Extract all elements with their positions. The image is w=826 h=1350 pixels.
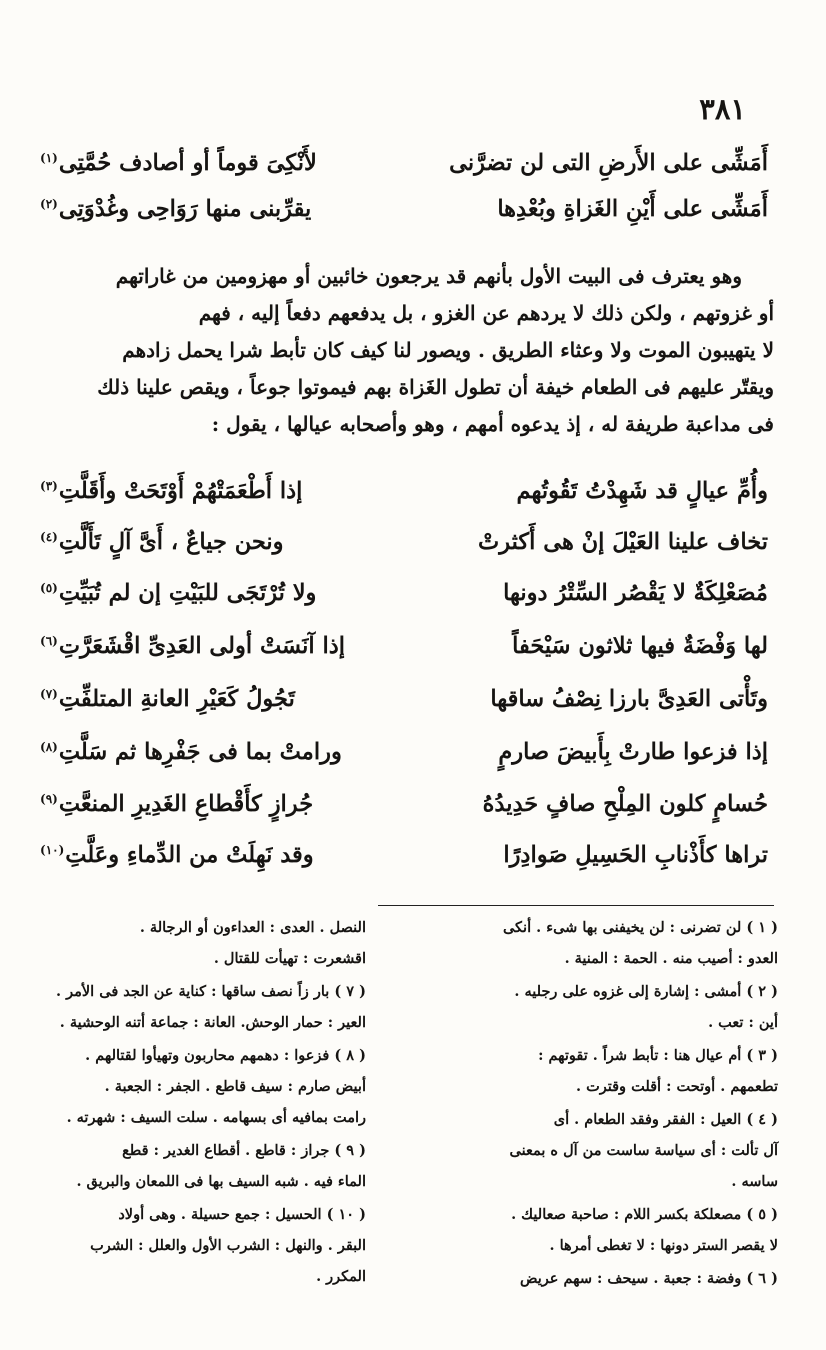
verse-right-hemistich: تخاف علينا العَيْلَ إنْ هى أَكثرتْ bbox=[478, 529, 768, 555]
footnote bbox=[390, 1040, 778, 1102]
footnote-line: اقشعرت : تهيأت للقتال . bbox=[213, 950, 366, 967]
footnote-line: لا يقصر الستر دونها : لا تغطى أمرها . bbox=[549, 1237, 778, 1254]
footnote-line: ( ١٠ ) الحسيل : جمع حسيلة . وهى أولاد bbox=[118, 1206, 366, 1223]
footnote-line: أين : تعب . bbox=[708, 1014, 778, 1031]
footnote bbox=[41, 1135, 366, 1197]
verse-line bbox=[40, 529, 768, 573]
footnote-line: تطعمهم . أوتحت : أقلت وقترت . bbox=[575, 1078, 778, 1095]
footnote bbox=[390, 1104, 778, 1197]
page-number: ٣٨١ bbox=[699, 92, 746, 126]
footnote-line: ( ٧ ) بار زاً نصف ساقها : كناية عن الجد فى الأمر . bbox=[56, 983, 366, 1000]
verse-line bbox=[40, 842, 768, 886]
verse-line bbox=[40, 633, 768, 677]
footnote-marker: (٤) bbox=[40, 529, 58, 544]
verse-right-hemistich: تراها كأَذْنابِ الحَسِيلِ صَوادِرًا bbox=[503, 842, 768, 868]
footnote bbox=[390, 1199, 778, 1261]
footnote bbox=[41, 1040, 366, 1133]
footnote-marker: (٣) bbox=[40, 478, 58, 493]
verse-left-text: وقد نَهِلَتْ من الدِّماءِ وعَلَّتِ bbox=[65, 842, 314, 868]
footnote-marker: (٢) bbox=[40, 196, 58, 211]
verse-left-text: يقرِّبنى منها رَوَاحِى وغُدْوَتِى bbox=[58, 196, 312, 222]
verse-left-hemistich bbox=[40, 739, 342, 765]
verse-right-hemistich: حُسامٍ كلون المِلْحِ صافٍ حَدِيدُهُ bbox=[482, 791, 768, 817]
footnote-line: ( ٨ ) فزعوا : دهمهم محاربون وتهيأوا لقتالهم . bbox=[85, 1047, 366, 1064]
verse-line bbox=[40, 580, 768, 624]
footnote bbox=[41, 912, 366, 974]
prose-line: وهو يعترف فى البيت الأول بأنهم قد يرجعون خائبين أو مهزومين من غاراتهم bbox=[115, 264, 742, 288]
footnote-line: ( ١ ) لن تضرنى : لن يخيفنى بها شىء . أنكى bbox=[502, 919, 778, 936]
footnote-marker: (٥) bbox=[40, 580, 58, 595]
footnote-line: المكرر . bbox=[316, 1268, 366, 1285]
footnote-line: النصل . العدى : العداءون أو الرجالة . bbox=[139, 919, 366, 936]
verse-left-text: تَجُولُ كَعَيْرِ العانةِ المتلفِّتِ bbox=[58, 686, 295, 712]
footnotes-right-column bbox=[390, 912, 778, 1296]
footnote-line: البقر . والنهل : الشرب الأول والعلل : الشرب bbox=[90, 1237, 366, 1254]
footnotes-left-column bbox=[41, 912, 366, 1294]
footnote-divider bbox=[378, 905, 774, 906]
footnote-line: ساسه . bbox=[731, 1173, 778, 1190]
footnote-line: العير : حمار الوحش. العانة : جماعة أتنه الوحشية . bbox=[59, 1014, 366, 1031]
footnote-marker: (٨) bbox=[40, 739, 58, 754]
verse-right-hemistich: أَمَشِّى على أَيْنِ الغَزاةِ وبُعْدِها bbox=[497, 196, 768, 222]
footnote-line: رامت بمافيه أى بسهامه . سلت السيف : شهرته . bbox=[66, 1109, 366, 1126]
verse-line bbox=[40, 196, 768, 240]
verse-line bbox=[40, 739, 768, 783]
prose-line: فى مداعبة طريفة له ، إذ يدعوه أمهم ، وهو وأصحابه عيالها ، يقول : bbox=[211, 412, 774, 436]
footnote-line: ( ٤ ) العيل : الفقر وفقد الطعام . أى bbox=[553, 1111, 778, 1128]
verse-left-text: ولا تُرْتَجَى للبَيْتِ إن لم تُبَيِّتِ bbox=[58, 580, 317, 606]
verse-left-hemistich bbox=[40, 196, 311, 222]
verse-right-hemistich: أَمَشِّى على الأَرضِ التى لن تضرَّنى bbox=[449, 150, 768, 176]
footnote-line: ( ٢ ) أمشى : إشارة إلى غزوه على رجليه . bbox=[514, 983, 778, 1000]
verse-line bbox=[40, 686, 768, 730]
footnote-marker: (١) bbox=[40, 150, 58, 165]
verse-left-hemistich bbox=[40, 842, 314, 868]
footnote-line: ( ٩ ) جراز : قاطع . أقطاع الغدير : قطع bbox=[122, 1142, 366, 1159]
verse-right-hemistich: وأُمِّ عيالٍ قد شَهِدْتُ تَقُوتُهم bbox=[516, 478, 768, 504]
verse-left-hemistich bbox=[40, 633, 345, 659]
footnote bbox=[41, 1199, 366, 1292]
prose-paragraph bbox=[38, 258, 774, 443]
verse-line bbox=[40, 150, 768, 194]
verse-left-hemistich bbox=[40, 478, 302, 504]
verse-right-hemistich: إذا فزعوا طارتْ بِأَبيضَ صارمٍ bbox=[498, 739, 768, 765]
verse-right-hemistich: مُصَعْلِكَةٌ لا يَقْصُر السِّتْرُ دونها bbox=[503, 580, 768, 606]
verse-left-hemistich bbox=[40, 150, 317, 176]
verse-left-text: ونحن جياعٌ ، أَىَّ آلٍ تَأَلَّتِ bbox=[58, 529, 284, 555]
footnote-marker: (٩) bbox=[40, 791, 58, 806]
verse-line bbox=[40, 478, 768, 522]
footnote bbox=[390, 976, 778, 1038]
footnote bbox=[390, 1263, 778, 1294]
prose-line: ويقتّر عليهم فى الطعام خيفة أن تطول الغَزاة بهم فيموتوا جوعاً ، ويقص علينا ذلك bbox=[97, 375, 774, 399]
footnote-marker: (٦) bbox=[40, 633, 58, 648]
verse-left-hemistich bbox=[40, 529, 284, 555]
verse-line bbox=[40, 791, 768, 835]
footnote-marker: (١٠) bbox=[40, 842, 65, 857]
prose-line: لا يتهيبون الموت ولا وعثاء الطريق . ويصور لنا كيف كان تأبط شرا يحمل زادهم bbox=[122, 338, 774, 362]
footnote-marker: (٧) bbox=[40, 686, 58, 701]
verse-left-text: جُرازٍ كأَقْطاعِ الغَدِيرِ المنعَّتِ bbox=[58, 791, 314, 817]
footnote-line: ( ٦ ) وفضة : جعبة . سيحف : سهم عريض bbox=[520, 1270, 778, 1287]
footnote-line: العدو : أصيب منه . الحمة : المنية . bbox=[564, 950, 778, 967]
footnote-line: أبيض صارم : سيف قاطع . الجفر : الجعبة . bbox=[104, 1078, 366, 1095]
prose-line: أو غزوتهم ، ولكن ذلك لا يردهم عن الغزو ، بل يدفعهم دفعاً إليه ، فهم bbox=[198, 301, 774, 325]
verse-right-hemistich: وتَأْتى العَدِىَّ بارزا نِصْفُ ساقها bbox=[490, 686, 768, 712]
verse-left-text: ورامتْ بما فى جَفْرِها ثم سَلَّتِ bbox=[58, 739, 342, 765]
verse-left-text: إذا أَطْعَمَتْهُمْ أَوْتَحَتْ وأَقَلَّتِ bbox=[58, 478, 303, 504]
footnote-line: ( ٣ ) أم عيال هنا : تأبط شراً . تقوتهم : bbox=[538, 1047, 778, 1064]
verse-left-hemistich bbox=[40, 791, 313, 817]
footnote bbox=[41, 976, 366, 1038]
verse-right-hemistich: لها وَفْضَةٌ فيها ثلاثون سَيْحَفاً bbox=[512, 633, 768, 659]
footnote-line: الماء فيه . شبه السيف بها فى اللمعان والبريق . bbox=[76, 1173, 366, 1190]
footnote bbox=[390, 912, 778, 974]
verse-left-hemistich bbox=[40, 580, 316, 606]
verse-left-text: لأَنْكِىَ قوماً أو أصادف حُمَّتِى bbox=[58, 150, 317, 176]
footnote-line: ( ٥ ) مصعلكة بكسر اللام : صاحبة صعاليك . bbox=[511, 1206, 778, 1223]
footnote-line: آل تألت : أى سياسة ساست من آل ه بمعنى bbox=[509, 1142, 778, 1159]
verse-left-text: إذا آنَسَتْ أولى العَدِىِّ اقْشَعَرَّتِ bbox=[58, 633, 345, 659]
verse-left-hemistich bbox=[40, 686, 295, 712]
